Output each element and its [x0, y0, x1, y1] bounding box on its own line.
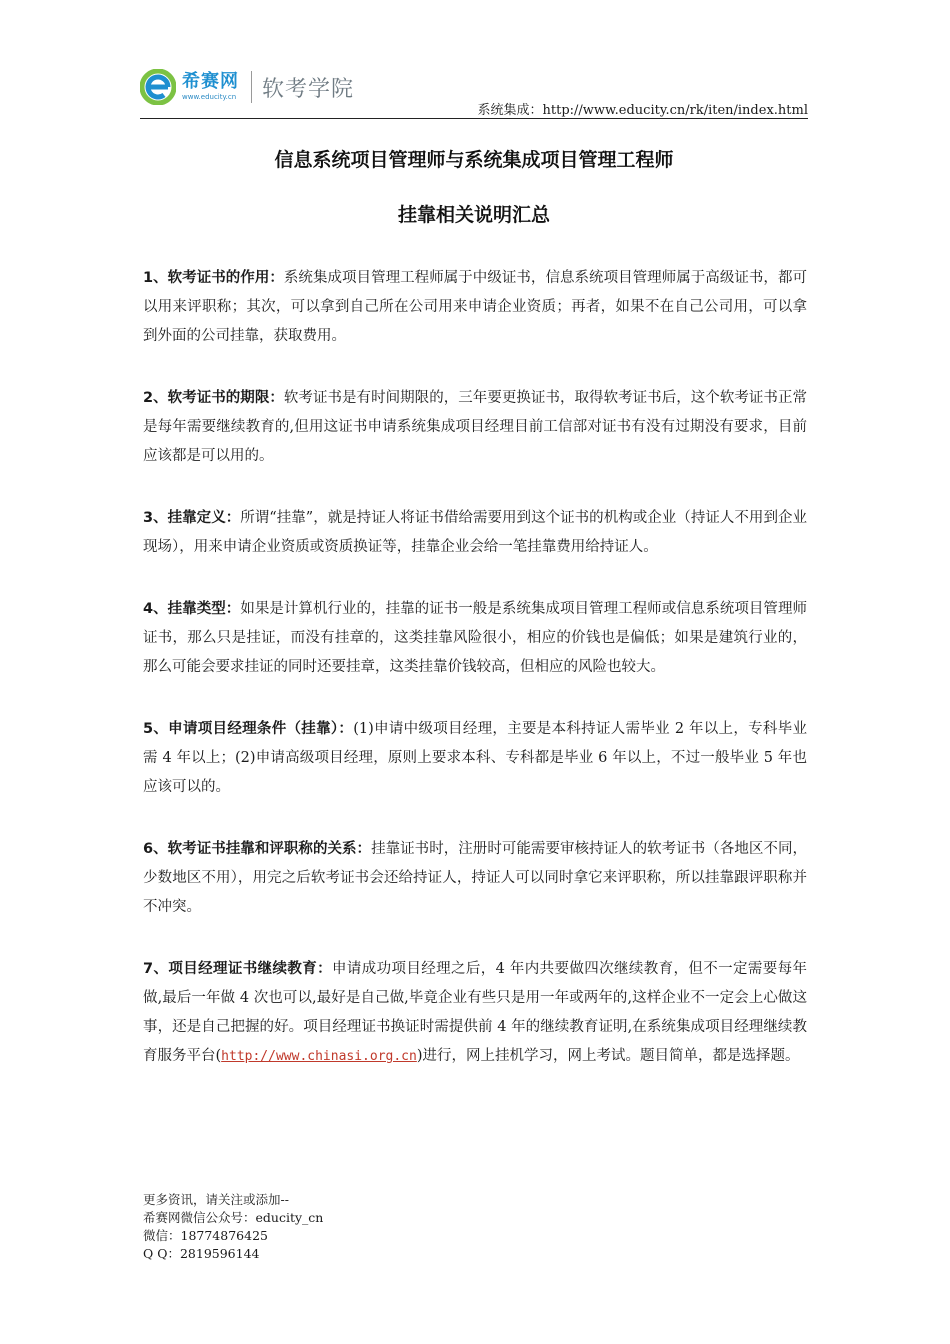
- brand-url: www.educity.cn: [182, 93, 237, 101]
- section-text: (1)申请中级项目经理，主要是本科持证人需毕业 2 年以上，专科毕业需 4 年以上；(2)申请高级项目经理，原则上要求本科、专科都是毕业 6 年以上，不过一般毕业 5 年也应该可以的。: [143, 721, 807, 795]
- section-text: 如果是计算机行业的，挂靠的证书一般是系统集成项目管理工程师或信息系统项目管理师证书，那么只是挂证，而没有挂章的，这类挂靠风险很小，相应的价钱也是偏低；如果是建筑行业的，那么可能会要求挂证的同时还要挂章，这类挂靠价钱较高，但相应的风险也较大。: [143, 601, 807, 675]
- chinasi-link[interactable]: http://www.chinasi.org.cn: [221, 1049, 417, 1064]
- header-rule: [140, 118, 808, 119]
- section-heading: 3、挂靠定义：: [143, 510, 241, 526]
- section-6: [143, 835, 807, 922]
- educity-logo[interactable]: [140, 62, 354, 112]
- section-7: [143, 955, 807, 1071]
- page-subtitle: 挂靠相关说明汇总: [397, 204, 550, 226]
- section-text: 挂靠证书时，注册时可能需要审核持证人的软考证书（各地区不同，少数地区不用），用完之后软考证书会还给持证人，持证人可以同时拿它来评职称，所以挂靠跟评职称并不冲突。: [143, 841, 807, 915]
- section-text-tail: )进行，网上挂机学习，网上考试。题目简单，都是选择题。: [416, 1048, 800, 1064]
- footer-line: 更多资讯，请关注或添加--: [143, 1192, 289, 1207]
- section-text: 系统集成项目管理工程师属于中级证书，信息系统项目管理师属于高级证书，都可以用来评职称；其次，可以拿到自己所在公司用来申请企业资质；再者，如果不在自己公司用，可以拿到外面的公司挂靠，获取费用。: [143, 270, 807, 344]
- brand-name: 希赛网: [182, 71, 239, 92]
- section-text: 所谓“挂靠”，就是持证人将证书借给需要用到这个证书的机构或企业（持证人不用到企业现场），用来申请企业资质或资质换证等，挂靠企业会给一笔挂靠费用给持证人。: [143, 510, 808, 555]
- footer-wechat: 微信：18774876425: [143, 1228, 268, 1243]
- section-2: [143, 384, 807, 471]
- section-heading: 7、项目经理证书继续教育：: [143, 961, 332, 977]
- page-title: 信息系统项目管理师与系统集成项目管理工程师: [274, 149, 674, 171]
- section-text: 申请成功项目经理之后，4 年内共要做四次继续教育，但不一定需要每年做,最后一年做 4 次也可以,最好是自己做,毕竟企业有些只是用一年或两年的,这样企业不一定会上心做这事，还是自己把握的好。项目经理证书换证时需提供前 4 年的继续教育证明,在系统集成项目经理继续教育服务平台(: [143, 961, 807, 1064]
- section-1: [143, 264, 807, 351]
- section-text: 软考证书是有时间期限的，三年要更换证书，取得软考证书后，这个软考证书正常是每年需要继续教育的,但用这证书申请系统集成项目经理目前工信部对证书有没有过期没有要求，目前应该都是可以用的。: [143, 390, 807, 464]
- section-heading: 1、软考证书的作用：: [143, 270, 284, 286]
- logo-divider: [251, 71, 252, 103]
- footer-wechat-account: 希赛网微信公众号：educity_cn: [143, 1210, 324, 1225]
- footer-qq: Q Q：2819596144: [143, 1246, 260, 1261]
- section-heading: 2、软考证书的期限：: [143, 390, 284, 406]
- sub-brand: 软考学院: [262, 76, 355, 102]
- page-header: [140, 62, 808, 118]
- section-3: [143, 504, 807, 562]
- header-url[interactable]: 系统集成：http://www.educity.cn/rk/iten/index.html: [477, 103, 808, 118]
- section-heading: 5、申请项目经理条件（挂靠）：: [143, 721, 354, 737]
- section-heading: 4、挂靠类型：: [143, 601, 241, 617]
- section-heading: 6、软考证书挂靠和评职称的关系：: [143, 841, 372, 857]
- logo-e-icon: [140, 69, 176, 105]
- contact-footer: [143, 1191, 323, 1263]
- section-5: [143, 715, 807, 802]
- document-body: [143, 264, 807, 1104]
- section-4: [143, 595, 807, 682]
